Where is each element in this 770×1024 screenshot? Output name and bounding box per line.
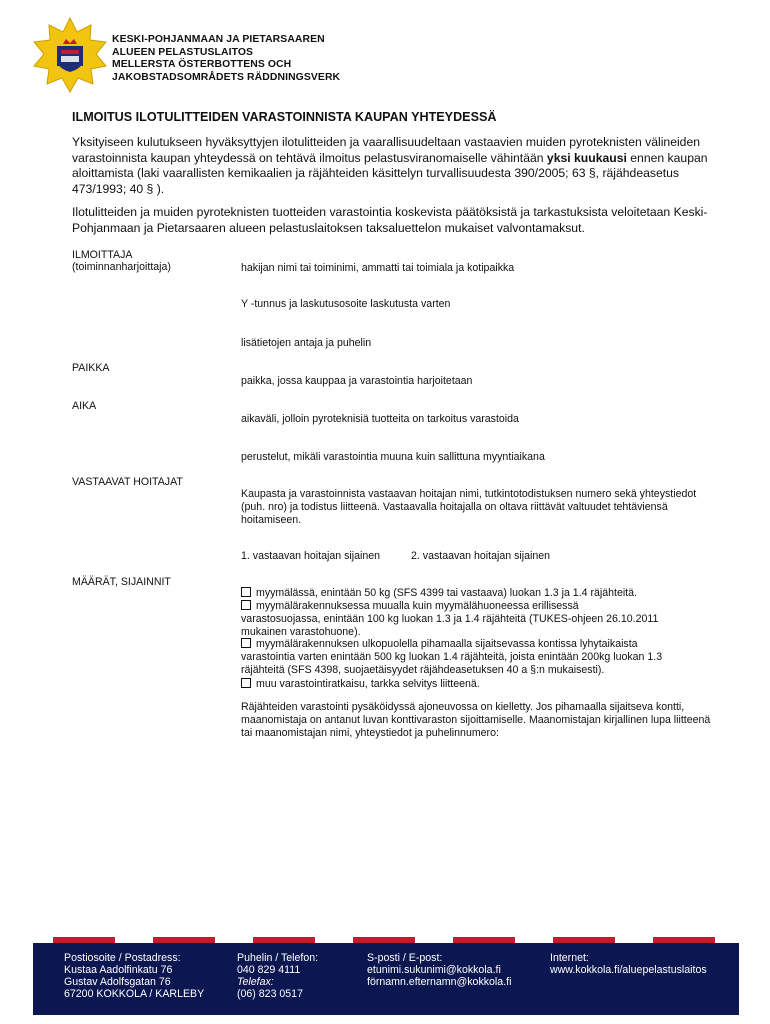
option-outdoor-container[interactable] <box>241 638 638 651</box>
field-applicant-name[interactable]: hakijan nimi tai toiminimi, ammatti tai toimiala ja kotipaikka <box>241 262 515 274</box>
field-contact-phone[interactable]: lisätietojen antaja ja puhelin <box>241 337 372 349</box>
footer <box>33 937 739 1015</box>
field-location[interactable]: paikka, jossa kauppaa ja varastointia harjoitetaan <box>241 375 473 387</box>
stripe-segment <box>453 937 515 943</box>
ilmoittaja-label: ILMOITTAJA <box>72 249 133 261</box>
email-link[interactable]: förnamn.efternamn@kokkola.fi <box>367 976 512 988</box>
stripe-segment <box>153 937 215 943</box>
checkbox[interactable] <box>241 600 251 610</box>
checkbox[interactable] <box>241 638 251 648</box>
option-text: myymälässä, enintään 50 kg (SFS 4399 tai vastaava) luokan 1.3 ja 1.4 räjähteitä. <box>256 587 638 599</box>
field-justification[interactable]: perustelut, mikäli varastointia muuna kuin sallittuna myyntiaikana <box>241 451 545 463</box>
option-text-continued: räjähteitä (SFS 4398, suojaetäisyydet räjähdeasetuksen 40 a §:n mukaisesti). <box>241 664 605 676</box>
email-heading: S-posti / E-post: <box>367 952 443 964</box>
field-storage-period[interactable]: aikaväli, jolloin pyroteknisiä tuotteita on tarkoitus varastoida <box>241 413 519 425</box>
intro-p1-before: Yksityiseen kulutukseen hyväksyttyjen ilotulitteiden ja vaarallisuudeltaan vastaavien muiden pyroteknisten välineiden varastoinnista kaupan yhteydessä on tehtävä ilmoitus pelastusviranomaiselle vähintään <box>72 135 701 165</box>
option-text: myymälärakennuksen ulkopuolella pihamaalla sijaitsevassa kontissa lyhytaikaista <box>256 638 638 650</box>
maarat-label: MÄÄRÄT, SIJAINNIT <box>72 576 171 588</box>
org-line-1: KESKI-POHJANMAAN JA PIETARSAAREN <box>112 34 325 45</box>
stripe-segment <box>653 937 715 943</box>
option-text-continued: mukainen varastohuone). <box>241 626 361 638</box>
checkbox[interactable] <box>241 678 251 688</box>
option-text: myymälärakennuksessa muualla kuin myymälähuoneessa erillisessä <box>256 600 579 612</box>
fire-rescue-star-emblem-icon <box>30 16 110 96</box>
phone-number[interactable]: 040 829 4111 <box>237 964 301 976</box>
field-responsible-manager[interactable]: Kaupasta ja varastoinnista vastaavan hoitajan nimi, tutkintotodistuksen numero sekä yhteystiedot (puh. nro) ja todistus liitteenä. Vastaavalla hoitajalla on oltava riittävät valtuudet tehtäviensä hoitamiseen. <box>241 488 697 526</box>
phone-heading: Puhelin / Telefon: <box>237 952 319 964</box>
fax-heading: Telefax: <box>237 976 274 988</box>
document-title: ILMOITUS ILOTULITTEIDEN VARASTOINNISTA KAUPAN YHTEYDESSÄ <box>72 110 497 124</box>
intro-p1-after: ennen kaupan aloittamista (laki vaarallisten kemikaalien ja räjähteiden käsittelyn turvallisuudesta 390/2005; 63 §, räjähdeasetus 473/1993; 40 § ). <box>72 150 708 196</box>
org-line-4: JAKOBSTADSOMRÅDETS RÄDDNINGSVERK <box>112 71 341 83</box>
footer-web <box>550 952 707 976</box>
landowner-note: Räjähteiden varastointi pysäköidyssä ajoneuvossa on kielletty. Jos pihamaalla sijaitseva kontti, maanomistaja on antanut luvan konttivaraston sijoittamiselle. Maanomistajan kirjallinen lupa liitteenä tai maanomistajan nimi, yhteystiedot ja puhelinnumero: <box>241 701 711 739</box>
intro-paragraph-2: Ilotulitteiden ja muiden pyroteknisten tuotteiden varastointia koskevista päätöksistä ja tarkastuksista veloitetaan Keski-Pohjanmaan ja Pietarsaaren alueen pelastuslaitoksen taksaluettelon mukaiset valvontamaksut. <box>72 205 708 235</box>
web-link[interactable]: www.kokkola.fi/aluepelastuslaitos <box>550 964 707 976</box>
paikka-label: PAIKKA <box>72 362 110 374</box>
org-line-2: ALUEEN PELASTUSLAITOS <box>112 46 254 58</box>
intro-paragraph-1 <box>72 135 722 197</box>
option-other-solution[interactable] <box>241 678 480 691</box>
intro-p1-bold: yksi kuukausi <box>546 150 627 165</box>
option-shop-storage[interactable] <box>241 587 637 600</box>
stripe-segment <box>353 937 415 943</box>
aika-label: AIKA <box>72 400 97 412</box>
footer-address <box>64 952 204 1000</box>
checkbox[interactable] <box>241 587 251 597</box>
footer-stripe <box>33 937 739 943</box>
option-separate-room[interactable] <box>241 600 579 613</box>
option-text: muu varastointiratkaisu, tarkka selvitys liitteenä. <box>256 678 480 690</box>
organization-name <box>112 34 340 84</box>
field-deputy-2[interactable]: 2. vastaavan hoitajan sijainen <box>411 550 550 562</box>
ilmoittaja-sublabel: (toiminnanharjoittaja) <box>72 261 171 273</box>
stripe-segment <box>553 937 615 943</box>
web-heading: Internet: <box>550 952 589 964</box>
stripe-segment <box>53 937 115 943</box>
option-text-continued: varastosuojassa, enintään 100 kg luokan 1.3 ja 1.4 räjähteitä (TUKES-ohjeen 26.10.2011 <box>241 613 659 625</box>
address-heading: Postiosoite / Postadress: <box>64 952 181 964</box>
footer-phone <box>237 952 318 1000</box>
field-business-id[interactable]: Y -tunnus ja laskutusosoite laskutusta varten <box>241 298 451 310</box>
hoitajat-label: VASTAAVAT HOITAJAT <box>72 476 183 488</box>
address-line: 67200 KOKKOLA / KARLEBY <box>64 988 205 1000</box>
option-text-continued: varastointia varten enintään 500 kg luokan 1.4 räjähteitä, joista enintään 200kg luokan 1.3 <box>241 651 663 663</box>
stripe-segment <box>253 937 315 943</box>
fax-number: (06) 823 0517 <box>237 988 303 1000</box>
footer-email <box>367 952 511 988</box>
field-deputy-1[interactable]: 1. vastaavan hoitajan sijainen <box>241 550 380 562</box>
org-line-3: MELLERSTA ÖSTERBOTTENS OCH <box>112 59 292 71</box>
email-link[interactable]: etunimi.sukunimi@kokkola.fi <box>367 964 501 976</box>
address-line: Kustaa Aadolfinkatu 76 <box>64 964 173 976</box>
address-line: Gustav Adolfsgatan 76 <box>64 976 171 988</box>
